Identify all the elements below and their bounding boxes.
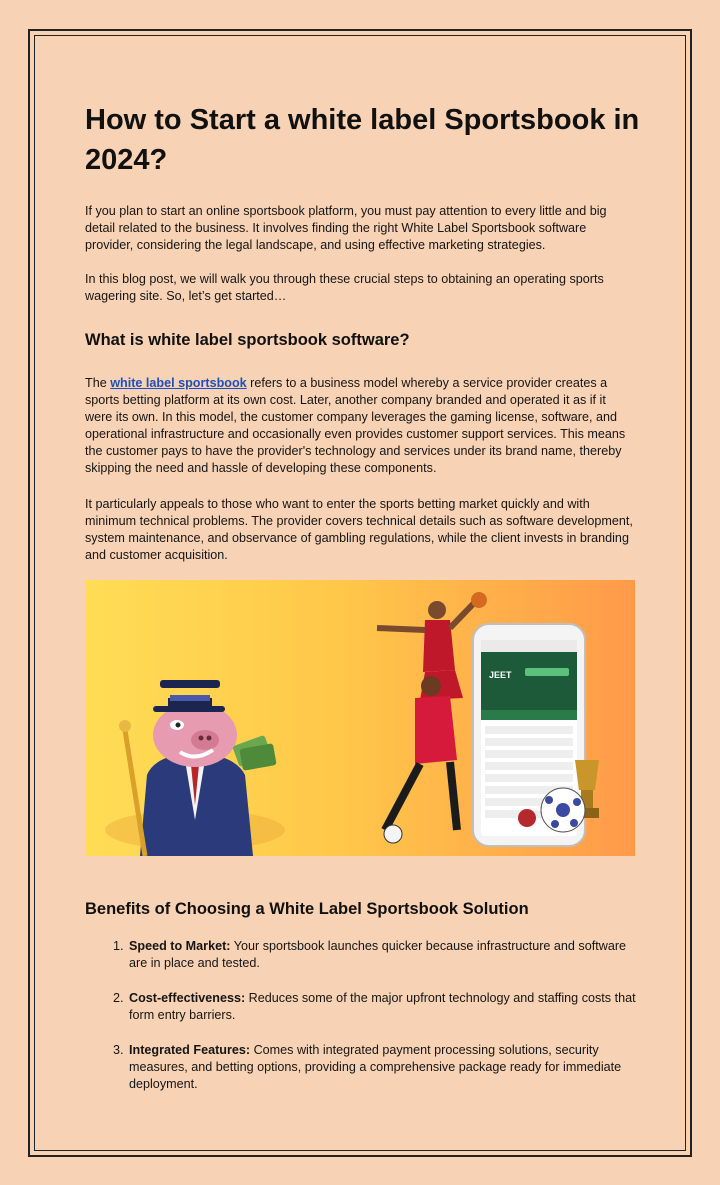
soccer-ball-graphic	[541, 788, 585, 832]
section-heading-what-is: What is white label sportsbook software?	[85, 331, 410, 349]
sportsbook-illustration	[85, 580, 635, 856]
benefit-text: Reduces some of the major upfront technology and staffing costs that form entry barriers.	[129, 991, 636, 1022]
cricket-ball-graphic	[518, 809, 536, 827]
benefit-text: Your sportsbook launches quicker because infrastructure and software are in place and tested.	[129, 939, 627, 970]
phone-logo-text: JEET	[489, 670, 512, 680]
page-title: How to Start a white label Sportsbook in 2024?	[85, 104, 640, 176]
definition-paragraph	[85, 375, 635, 477]
benefit-item-cost	[127, 990, 637, 1024]
benefit-item-speed	[127, 938, 637, 972]
benefit-label: Integrated Features:	[129, 1043, 251, 1057]
benefit-item-features	[127, 1042, 637, 1093]
benefits-list	[85, 938, 637, 1111]
intro-paragraph-2: In this blog post, we will walk you through these crucial steps to obtaining an operating sports wagering site. So, let’s get started…	[85, 272, 604, 303]
white-label-sportsbook-link[interactable]: white label sportsbook	[110, 376, 247, 390]
benefit-label: Speed to Market:	[129, 939, 231, 953]
appeal-paragraph: It particularly appeals to those who want to enter the sports betting market quickly and with minimum technical problems. The provider covers technical details such as software development, system maintenance, and observance of gambling regulations, while the client invests in branding and customer acquisition.	[85, 497, 633, 562]
definition-rest: refers to a business model whereby a service provider creates a sports betting platform at its own cost. Later, another company branded and operated it as if it were its own. In this model, the customer company leverages the gaming license, software, and operational infrastructure and occasionally even provides customer support services. This means the customer pays to have the provider's technology and services under its brand name, thereby skipping the need and hassle of developing these components.	[85, 376, 626, 475]
benefit-text: Comes with integrated payment processing solutions, security measures, and betting options, providing a comprehensive package ready for immediate deployment.	[129, 1043, 622, 1091]
hero-illustration	[85, 580, 635, 856]
benefit-label: Cost-effectiveness:	[129, 991, 246, 1005]
section-heading-benefits: Benefits of Choosing a White Label Sportsbook Solution	[85, 900, 529, 918]
definition-prefix: The	[85, 376, 111, 390]
intro-paragraph: If you plan to start an online sportsbook platform, you must pay attention to every little and big detail related to the business. It involves finding the right White Label Sportsbook software provider, considering the legal landscape, and using effective marketing strategies.	[85, 204, 607, 252]
soccer-player-graphic	[384, 676, 457, 843]
